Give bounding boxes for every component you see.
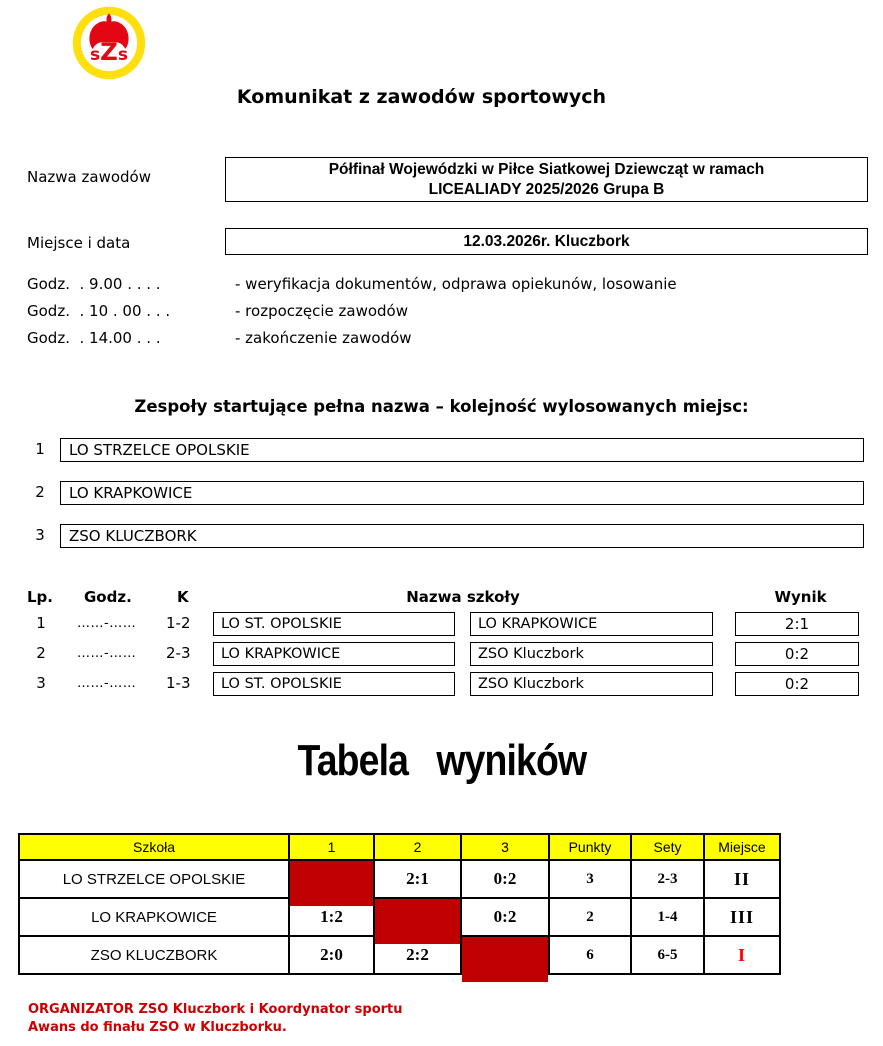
competition-name-line2: LICEALIADY 2025/2026 Grupa B	[428, 180, 665, 198]
results-header-row	[19, 834, 780, 860]
col-2: 2	[374, 834, 461, 860]
page-title: Komunikat z zawodów sportowych	[236, 86, 607, 108]
result-box: 2:1	[735, 612, 859, 636]
match-row	[0, 642, 883, 668]
match-number: 3	[36, 674, 46, 692]
team-row	[0, 438, 883, 462]
points-cell: 6	[549, 936, 631, 974]
organizer-note	[28, 1001, 403, 1036]
diagonal-cell	[374, 898, 461, 936]
results-row	[19, 860, 780, 898]
col-1: 1	[289, 834, 374, 860]
competition-name-line1: Półfinał Wojewódzki w Piłce Siatkowej Dziewcząt w ramach	[328, 160, 765, 178]
schedule	[27, 270, 677, 351]
score-cell: 0:2	[461, 898, 549, 936]
diagonal-cell	[461, 936, 549, 974]
schedule-time: Godz. . 10 . 00 . . .	[27, 301, 171, 320]
organizer-line2: Awans do finału ZSO w Kluczborku.	[28, 1019, 287, 1035]
header-lp: Lp.	[27, 588, 53, 606]
competition-name-label: Nazwa zawodów	[27, 168, 151, 186]
match-row	[0, 672, 883, 698]
teams-heading: Zespoły startujące pełna nazwa – kolejność wylosowanych miejsc:	[134, 397, 749, 416]
place-date-box	[225, 228, 868, 255]
result-box: 0:2	[735, 672, 859, 696]
results-title: Tabela wyników	[297, 736, 586, 785]
team-name-box: ZSO KLUCZBORK	[60, 524, 864, 548]
team-row	[0, 481, 883, 505]
team-row	[0, 524, 883, 548]
col-school: Szkoła	[19, 834, 289, 860]
results-row	[19, 898, 780, 936]
diagonal-fill	[375, 899, 460, 944]
place-date-value: 12.03.2026r. Kluczbork	[463, 232, 630, 250]
score-cell: 0:2	[461, 860, 549, 898]
sets-cell: 1-4	[631, 898, 704, 936]
score-cell: 2:2	[374, 936, 461, 974]
school-cell: LO KRAPKOWICE	[19, 898, 289, 936]
team-a-box: LO ST. OPOLSKIE	[213, 612, 455, 636]
header-k: K	[177, 588, 189, 606]
team-number: 3	[35, 526, 45, 544]
school-cell: ZSO KLUCZBORK	[19, 936, 289, 974]
header-school: Nazwa szkoły	[406, 588, 520, 606]
sets-cell: 2-3	[631, 860, 704, 898]
place-cell: I	[704, 936, 780, 974]
match-number: 1	[36, 614, 46, 632]
team-name-box: LO STRZELCE OPOLSKIE	[60, 438, 864, 462]
match-row	[0, 612, 883, 638]
team-a-box: LO ST. OPOLSKIE	[213, 672, 455, 696]
place-cell: II	[704, 860, 780, 898]
diagonal-fill	[462, 937, 548, 982]
schedule-time: Godz. . 14.00 . . .	[27, 328, 161, 347]
diagonal-fill	[290, 861, 373, 906]
schedule-time: Godz. . 9.00 . . . .	[27, 274, 161, 293]
team-number: 1	[35, 440, 45, 458]
match-time-dots: ……-……	[77, 616, 137, 631]
header-godz: Godz.	[84, 588, 132, 606]
score-cell: 1:2	[289, 898, 374, 936]
diagonal-cell	[289, 860, 374, 898]
organizer-line1: ORGANIZATOR ZSO Kluczbork i Koordynator sportu	[28, 1002, 403, 1017]
schedule-row	[27, 270, 677, 297]
szs-logo	[72, 6, 146, 80]
svg-text:sZs: sZs	[90, 37, 128, 67]
header-result: Wynik	[774, 588, 827, 606]
team-name-box: LO KRAPKOWICE	[60, 481, 864, 505]
match-pairing: 1-2	[166, 614, 191, 632]
score-cell: 2:0	[289, 936, 374, 974]
col-points: Punkty	[549, 834, 631, 860]
team-b-box: ZSO Kluczbork	[470, 642, 713, 666]
place-cell: III	[704, 898, 780, 936]
team-number: 2	[35, 483, 45, 501]
match-table-header	[0, 588, 883, 608]
schedule-row	[27, 324, 677, 351]
match-pairing: 1-3	[166, 674, 191, 692]
match-pairing: 2-3	[166, 644, 191, 662]
schedule-row	[27, 297, 677, 324]
score-cell: 2:1	[374, 860, 461, 898]
col-3: 3	[461, 834, 549, 860]
school-cell: LO STRZELCE OPOLSKIE	[19, 860, 289, 898]
sets-cell: 6-5	[631, 936, 704, 974]
team-b-box: ZSO Kluczbork	[470, 672, 713, 696]
schedule-desc: - weryfikacja dokumentów, odprawa opiekunów, losowanie	[235, 274, 677, 293]
col-sets: Sety	[631, 834, 704, 860]
schedule-desc: - zakończenie zawodów	[235, 328, 412, 347]
match-time-dots: ……-……	[77, 676, 137, 691]
col-place: Miejsce	[704, 834, 780, 860]
schedule-desc: - rozpoczęcie zawodów	[235, 301, 409, 320]
place-date-label: Miejsce i data	[27, 234, 131, 252]
szs-eagle-icon	[72, 6, 146, 80]
competition-name-box	[225, 157, 868, 202]
result-box: 0:2	[735, 642, 859, 666]
team-b-box: LO KRAPKOWICE	[470, 612, 713, 636]
points-cell: 3	[549, 860, 631, 898]
match-number: 2	[36, 644, 46, 662]
points-cell: 2	[549, 898, 631, 936]
match-time-dots: ……-……	[77, 646, 137, 661]
results-table	[18, 833, 781, 975]
team-a-box: LO KRAPKOWICE	[213, 642, 455, 666]
